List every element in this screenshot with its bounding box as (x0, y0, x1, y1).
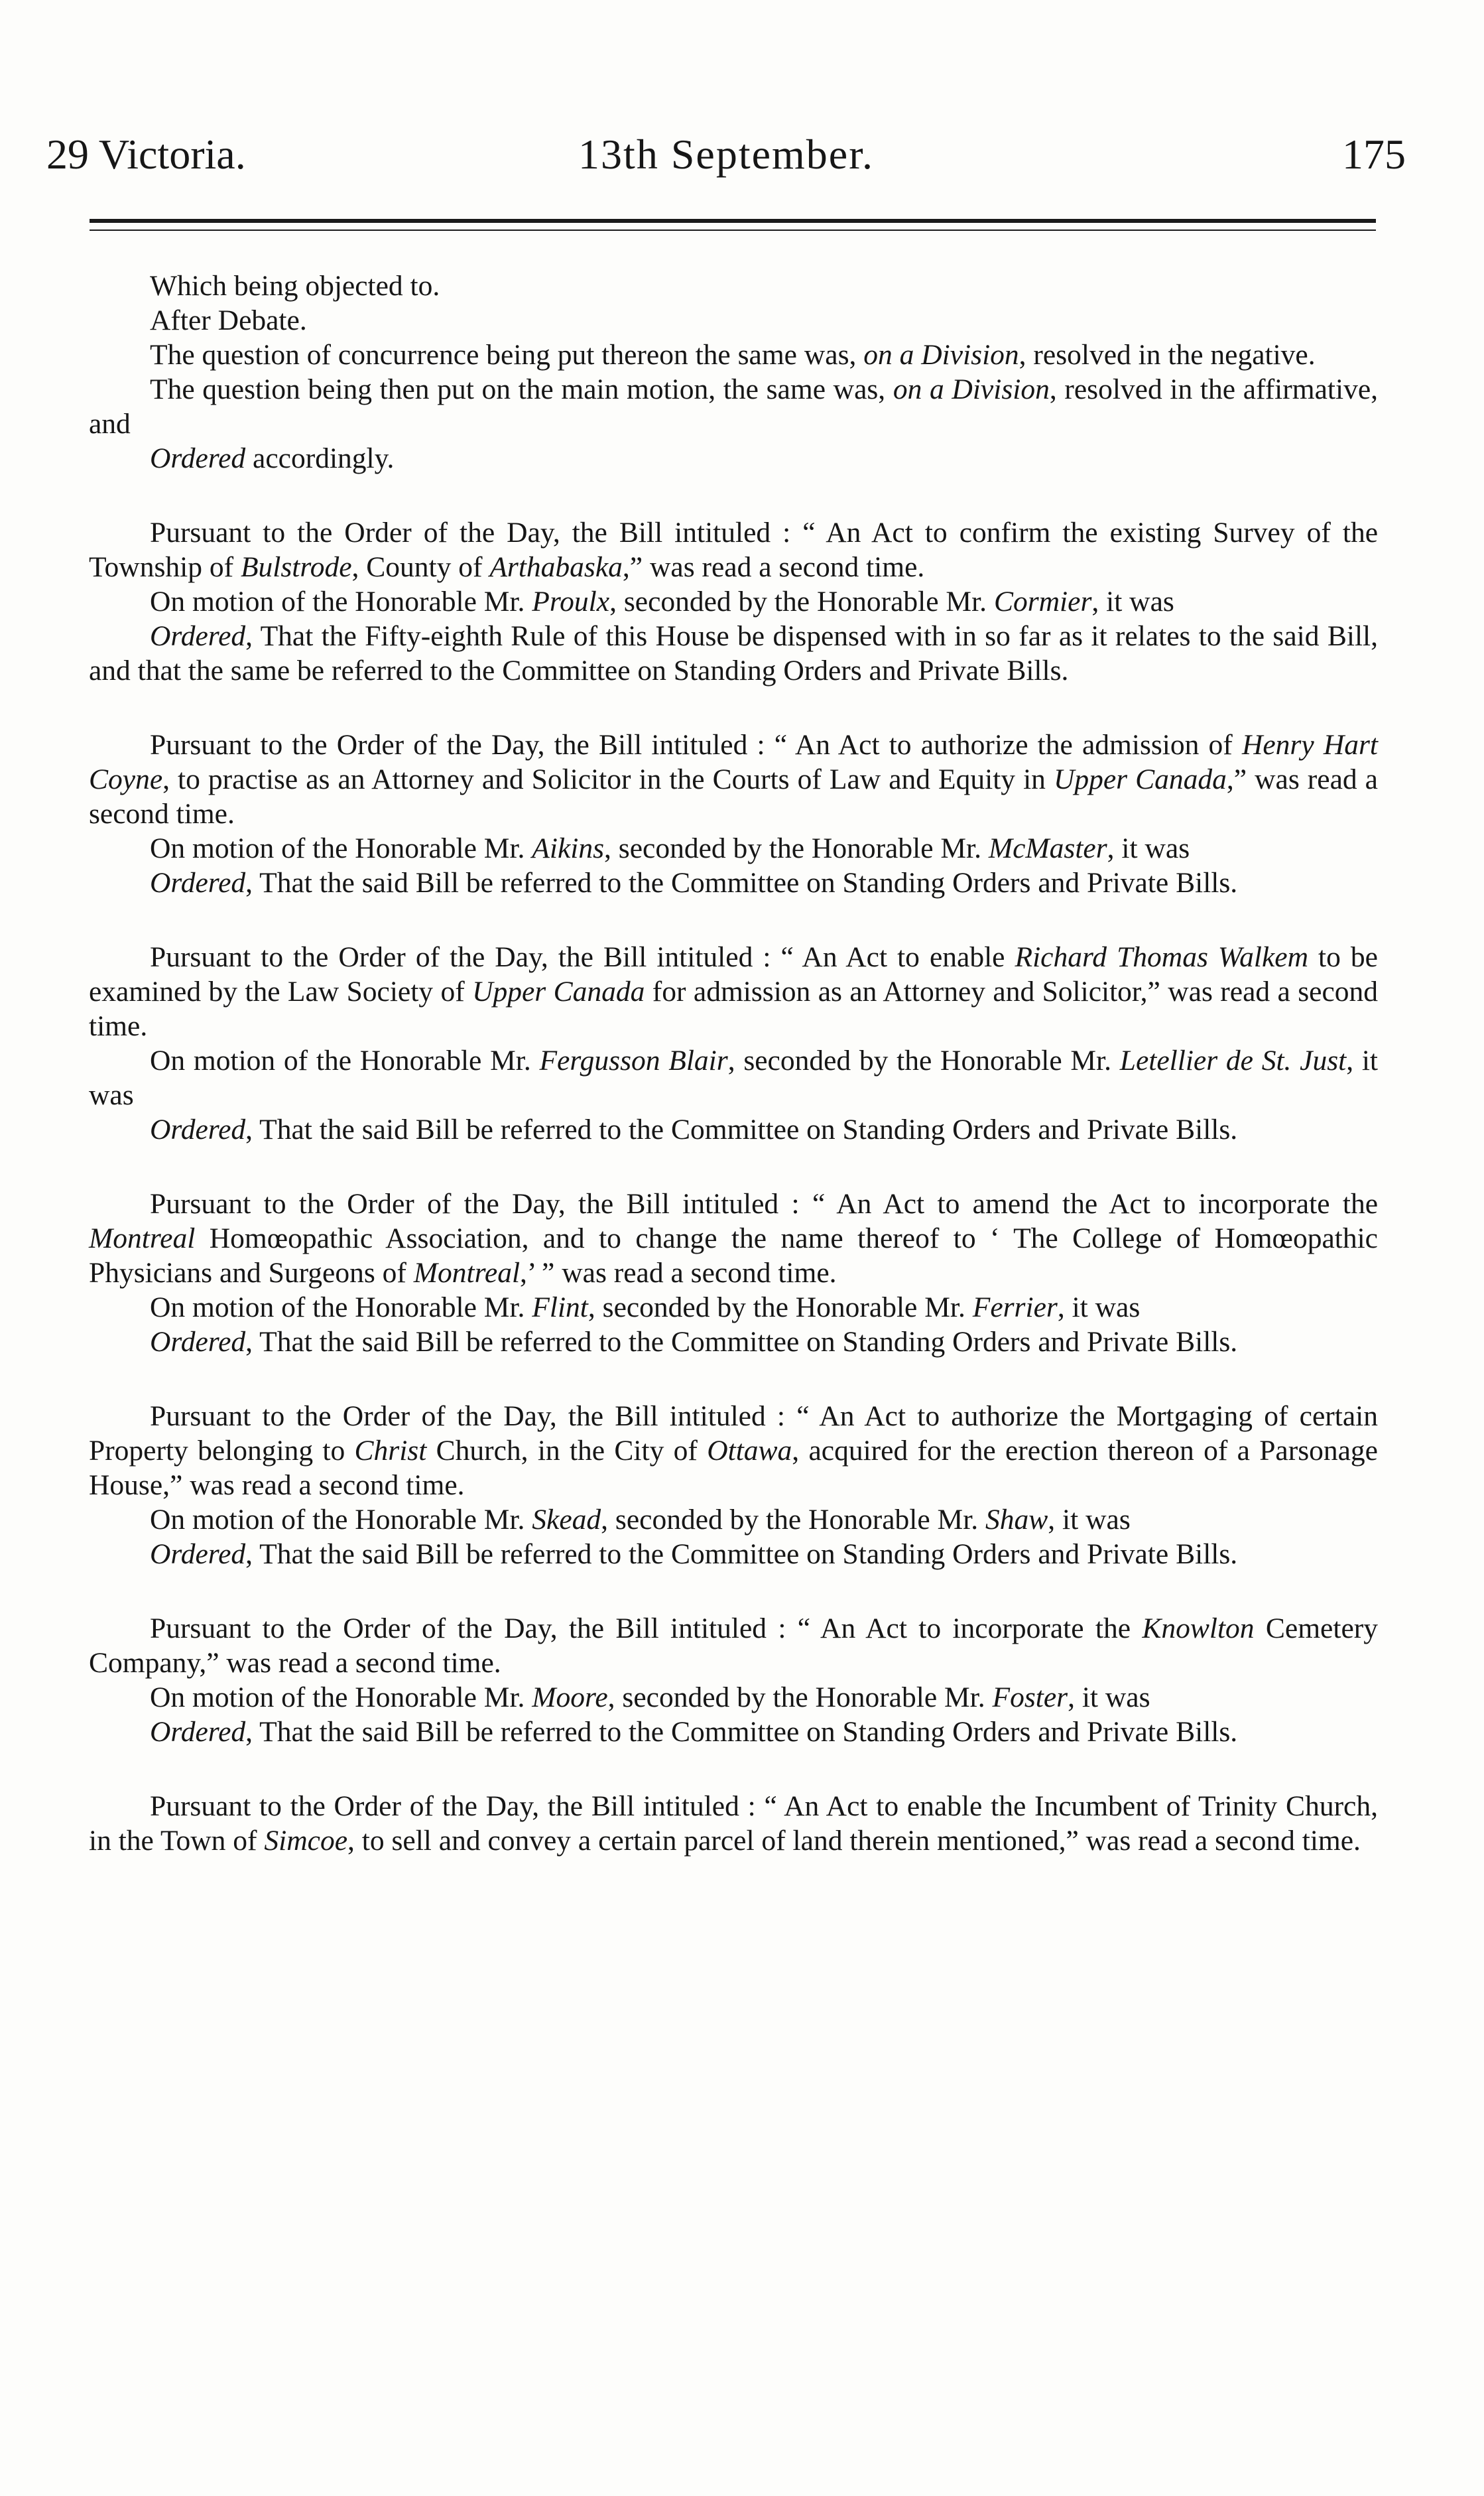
journal-paragraph: On motion of the Honorable Mr. Fergusson Blair, seconded by the Honorable Mr. Letellier de St. Just, it was (89, 1045, 1379, 1111)
journal-paragraph: On motion of the Honorable Mr. Proulx, seconded by the Honorable Mr. Cormier, it was (150, 586, 1174, 618)
journal-paragraph: After Debate. (150, 304, 307, 336)
journal-paragraph: Which being objected to. (150, 270, 440, 302)
journal-paragraph: Pursuant to the Order of the Day, the Bill intituled : “ An Act to confirm the existing Survey of the Township of Bulstrode, County of Arthabaska,” was read a second time. (89, 517, 1378, 583)
journal-paragraph: Pursuant to the Order of the Day, the Bill intituled : “ An Act to authorize the Mortgaging of certain Property belonging to Christ Church, in the City of Ottawa, acquired for the erection thereon of a Parsonage House,” was read a second time. (89, 1400, 1378, 1501)
journal-paragraph: Ordered, That the said Bill be referred to the Committee on Standing Orders and Private Bills. (150, 1326, 1238, 1358)
journal-paragraph: Pursuant to the Order of the Day, the Bill intituled : “ An Act to enable Richard Thomas Walkem to be examined by the Law Society of Upper Canada for admission as an Attorney and Solicitor,” was read a second time. (89, 941, 1379, 1042)
header-rule (90, 219, 1376, 231)
journal-paragraph: On motion of the Honorable Mr. Aikins, seconded by the Honorable Mr. McMaster, it was (150, 832, 1190, 864)
journal-paragraph: Pursuant to the Order of the Day, the Bill intituled : “ An Act to incorporate the Knowlton Cemetery Company,” was read a second time. (89, 1612, 1378, 1679)
journal-paragraph: Ordered, That the said Bill be referred to the Committee on Standing Orders and Private Bills. (150, 1538, 1238, 1570)
header-date: 13th September. (578, 131, 874, 178)
journal-body (89, 269, 1378, 1858)
journal-paragraph: Ordered, That the said Bill be referred to the Committee on Standing Orders and Private Bills. (150, 1114, 1238, 1146)
journal-paragraph: Ordered accordingly. (150, 442, 395, 474)
journal-paragraph: Pursuant to the Order of the Day, the Bill intituled : “ An Act to amend the Act to incorporate the Montreal Homœopathic Association, and to change the name thereof to ‘ The College of Homœopathic Physicians and Surgeons of Montreal,’ ” was read a second time. (89, 1188, 1378, 1289)
journal-paragraph: On motion of the Honorable Mr. Moore, seconded by the Honorable Mr. Foster, it was (150, 1681, 1150, 1713)
journal-paragraph: The question being then put on the main motion, the same was, on a Division, resolved in the affirmative, and (89, 373, 1379, 440)
journal-paragraph: On motion of the Honorable Mr. Flint, seconded by the Honorable Mr. Ferrier, it was (150, 1291, 1141, 1323)
journal-paragraph: Pursuant to the Order of the Day, the Bill intituled : “ An Act to enable the Incumbent of Trinity Church, in the Town of Simcoe, to sell and convey a certain parcel of land therein mentioned,” was read a second time. (89, 1790, 1378, 1857)
page-number: 175 (1342, 131, 1406, 178)
journal-paragraph: Pursuant to the Order of the Day, the Bill intituled : “ An Act to authorize the admission of Henry Hart Coyne, to practise as an Attorney and Solicitor in the Courts of Law and Equity in Upper Canada,” was read a second time. (89, 729, 1378, 830)
journal-paragraph: Ordered, That the Fifty-eighth Rule of this House be dispensed with in so far as it relates to the said Bill, and that the same be referred to the Committee on Standing Orders and Private Bills. (89, 620, 1378, 687)
running-header (46, 130, 1406, 190)
header-regnal-year: 29 Victoria. (46, 131, 246, 178)
journal-paragraph: Ordered, That the said Bill be referred to the Committee on Standing Orders and Private Bills. (150, 1716, 1238, 1748)
journal-paragraph: The question of concurrence being put thereon the same was, on a Division, resolved in the negative. (150, 339, 1316, 371)
journal-paragraph: Ordered, That the said Bill be referred to the Committee on Standing Orders and Private Bills. (150, 867, 1238, 899)
journal-paragraph: On motion of the Honorable Mr. Skead, seconded by the Honorable Mr. Shaw, it was (150, 1504, 1131, 1536)
